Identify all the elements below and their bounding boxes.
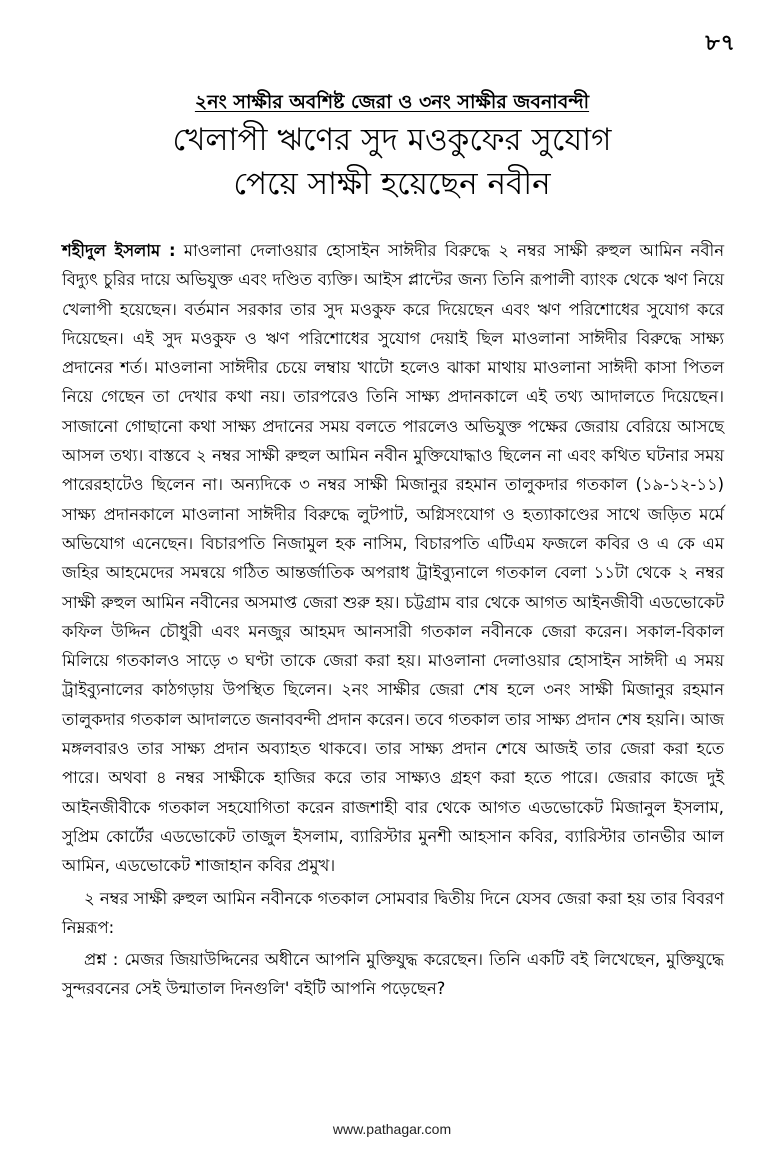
article-paragraph-2: ২ নম্বর সাক্ষী রুহুল আমিন নবীনকে গতকাল সোমবার দ্বিতীয় দিনে যেসব জেরা করা হয় তার বিবরণ নিম্নরূপ: bbox=[62, 888, 724, 937]
question-label: প্রশ্ন : bbox=[84, 950, 119, 970]
headline-line-1: খেলাপী ঋণের সুদ মওকুফের সুযোগ bbox=[172, 122, 612, 158]
headline bbox=[0, 118, 784, 206]
page-number: ৮৭ bbox=[705, 31, 736, 56]
paragraph-1-text: মাওলানা দেলাওয়ার হোসাইন সাঈদীর বিরুদ্ধে ২ নম্বর সাক্ষী রুহুল আমিন নবীন বিদ্যুৎ চুরির দায়ে অভিযুক্ত এবং দণ্ডিত ব্যক্তি। আইস প্লান্টের জন্য তিনি রূপালী ব্যাংক থেকে ঋণ নিয়ে খেলাপী হয়েছেন। বর্তমান সরকার তার সুদ মওকুফ করে দিয়েছেন এবং ঋণ পরিশোধের সুযোগ করে দিয়েছেন। এই সুদ মওকুফ ও ঋণ পরিশোধের সুযোগ দেয়াই ছিল মাওলানা সাঈদীর বিরুদ্ধে সাক্ষ্য প্রদানের শর্ত। মাওলানা সাঈদীর চেয়ে লম্বায় খাটো হলেও ঝাকা মাথায় মাওলানা সাঈদী কাসা পিতল নিয়ে গেছেন তা দেখার কথা নয়। তারপরেও তিনি সাক্ষ্য প্রদানকালে এই তথ্য আদালতে দিয়েছেন। সাজানো গোছানো কথা সাক্ষ্য প্রদানের সময় বলতে পারলেও অভিযুক্ত পক্ষের জেরায় বেরিয়ে আসছে আসল তথ্য। বাস্তবে ২ নম্বর সাক্ষী রুহুল আমিন নবীন মুক্তিযোদ্ধাও ছিলেন না এবং কথিত ঘটনার সময় পারেরহাটেও ছিলেন না। অন্যদিকে ৩ নম্বর সাক্ষী মিজানুর রহমান তালুকদার গতকাল (১৯-১২-১১) সাক্ষ্য প্রদানকালে মাওলানা সাঈদীর বিরুদ্ধে লুটপাট, অগ্নিসংযোগ ও হত্যাকাণ্ডের সাথে জড়িত মর্মে অভিযোগ এনেছেন। বিচারপতি নিজামুল হক নাসিম, বিচারপতি এটিএম ফজলে কবির ও এ কে এম জহির আহমেদের সমন্বয়ে গঠিত আন্তর্জাতিক অপরাধ ট্রাইব্যুনালে গতকাল বেলা ১১টা থেকে ২ নম্বর সাক্ষী রুহুল আমিন নবীনের অসমাপ্ত জেরা শুরু হয়। চট্টগ্রাম বার থেকে আগত আইনজীবী এডভোকেট কফিল উদ্দিন চৌধুরী এবং মনজুর আহমদ আনসারী গতকাল নবীনকে জেরা করেন। সকাল-বিকাল মিলিয়ে গতকালও সাড়ে ৩ ঘণ্টা তাকে জেরা করা হয়। মাওলানা দেলাওয়ার হোসাইন সাঈদী এ সময় ট্রাইব্যুনালের কাঠগড়ায় উপস্থিত ছিলেন। ২নং সাক্ষীর জেরা শেষ হলে ৩নং সাক্ষী মিজানুর রহমান তালুকদার গতকাল আদালতে জনাববন্দী প্রদান করেন। তবে গতকাল তার সাক্ষ্য প্রদান শেষ হয়নি। আজ মঙ্গলবারও তার সাক্ষ্য প্রদান অব্যাহত থাকবে। তার সাক্ষ্য প্রদান শেষে আজই তার জেরা করা হতে পারে। অথবা ৪ নম্বর সাক্ষীকে হাজির করে তার সাক্ষ্যও গ্রহণ করা হতে পারে। জেরার কাজে দুই আইনজীবীকে গতকাল সহযোগিতা করেন রাজশাহী বার থেকে আগত এডভোকেট মিজানুল ইসলাম, সুপ্রিম কোর্টের এডভোকেট তাজুল ইসলাম, ব্যারিস্টার মুনশী আহসান কবির, ব্যারিস্টার তানভীর আল আমিন, এডভোকেট শাজাহান কবির প্রমুখ। bbox=[62, 241, 724, 876]
kicker-headline: ২নং সাক্ষীর অবশিষ্ট জেরা ও ৩নং সাক্ষীর জবনাবন্দী bbox=[194, 91, 590, 113]
question-paragraph bbox=[62, 945, 724, 1004]
headline-line-2: পেয়ে সাক্ষী হয়েছেন নবীন bbox=[233, 166, 551, 202]
byline: শহীদুল ইসলাম : bbox=[62, 241, 176, 260]
question-text: মেজর জিয়াউদ্দিনের অধীনে আপনি মুক্তিযুদ্ধ করেছেন। তিনি একটি বই লিখেছেন, মুক্তিযুদ্ধে সুন্দরবনের সেই উন্মাতাল দিনগুলি' বইটি আপনি পড়েছেন? bbox=[62, 950, 724, 999]
article-paragraph-1 bbox=[62, 236, 724, 881]
footer-url: www.pathagar.com bbox=[332, 1121, 452, 1137]
article-body bbox=[62, 236, 724, 1004]
